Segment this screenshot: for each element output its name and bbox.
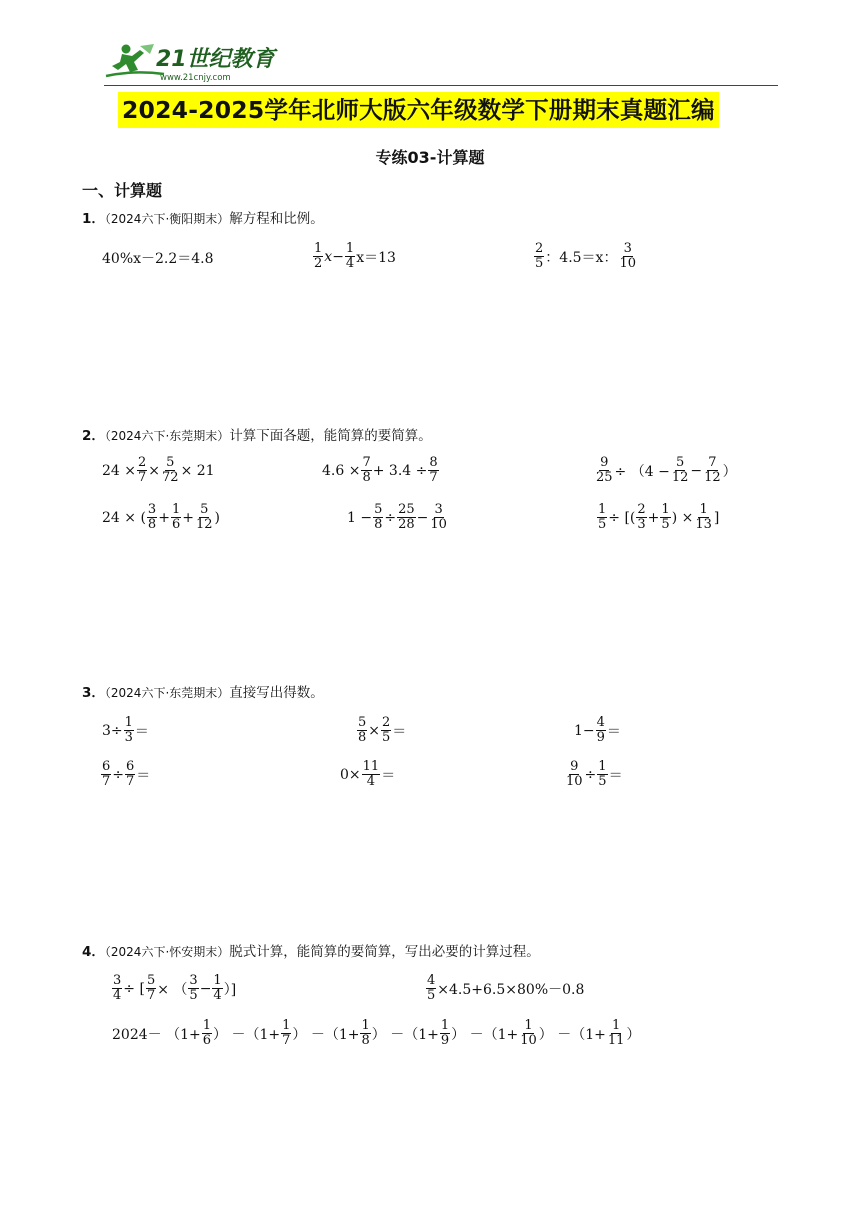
fraction <box>694 503 713 532</box>
fraction <box>313 242 323 271</box>
question-source: （2024六下·衡阳期末） <box>104 212 230 226</box>
expr-text: 1 − <box>347 509 373 526</box>
expr-text: ） －（1+ <box>371 1026 439 1043</box>
denominator: 8 <box>358 730 367 745</box>
fraction <box>202 1019 212 1048</box>
numerator: 2 <box>382 715 391 730</box>
fraction <box>381 716 391 745</box>
denominator: 5 <box>535 256 544 271</box>
q2-expr-2 <box>322 456 440 485</box>
fraction <box>534 242 544 271</box>
header-divider <box>104 85 778 86</box>
expr-text: + 3.4 ÷ <box>372 462 428 479</box>
numerator: 1 <box>213 973 222 988</box>
question-instruction: 解方程和比例。 <box>229 211 324 227</box>
denominator: 6 <box>202 1033 211 1048</box>
numerator: 9 <box>570 759 579 774</box>
fraction <box>146 974 156 1003</box>
expr-text: ÷ <box>384 509 397 526</box>
fraction <box>397 503 416 532</box>
question-number: 3． <box>82 685 105 701</box>
denominator: 5 <box>598 517 607 532</box>
expr-text: ＝ <box>136 767 151 784</box>
question-source: （2024六下·东莞期末） <box>104 429 230 443</box>
expr-text: × （ <box>157 981 188 998</box>
fraction <box>607 1019 626 1048</box>
expr-text: ）] <box>223 981 237 998</box>
q3-expr-1 <box>102 716 149 745</box>
fraction <box>660 503 670 532</box>
q3-expr-4 <box>100 760 150 789</box>
expr-text: ＝ <box>606 723 621 740</box>
denominator: 8 <box>147 517 157 532</box>
denominator: 10 <box>619 256 636 271</box>
q2-expr-6 <box>596 503 719 532</box>
fraction <box>212 974 222 1003</box>
fraction <box>188 974 198 1003</box>
numerator: 5 <box>166 455 175 470</box>
expr-text: ) <box>214 509 220 526</box>
question-number: 1． <box>82 211 105 227</box>
fraction <box>595 456 614 485</box>
fraction <box>345 242 355 271</box>
expr-text: ÷ [ <box>123 980 145 997</box>
fraction <box>426 974 436 1003</box>
expr-text: + <box>158 509 170 526</box>
numerator: 2 <box>138 455 147 470</box>
q2-expr-5 <box>347 503 449 532</box>
fraction <box>636 503 646 532</box>
denominator: 7 <box>102 774 111 789</box>
question-instruction: 直接写出得数。 <box>229 685 324 701</box>
denominator: 12 <box>671 470 689 485</box>
denominator: 7 <box>429 470 438 485</box>
document-title: 2024-2025学年北师大版六年级数学下册期末真题汇编 <box>118 92 719 128</box>
question-number: 4． <box>82 944 105 960</box>
denominator: 5 <box>598 774 607 789</box>
expr-text: 0× <box>340 766 361 783</box>
logo-text: 21世纪教育 <box>156 47 275 72</box>
denominator: 3 <box>637 517 646 532</box>
question-instruction: 脱式计算，能简算的要简算，写出必要的计算过程。 <box>229 944 540 960</box>
expr-text: ＝ <box>134 723 149 740</box>
fraction <box>597 503 607 532</box>
question-instruction: 计算下面各题，能简算的要简算。 <box>229 428 432 444</box>
denominator: 11 <box>607 1033 625 1048</box>
numerator: 6 <box>126 759 135 774</box>
numerator: 5 <box>675 455 685 470</box>
fraction <box>440 1019 450 1048</box>
expr-text: × <box>148 462 161 479</box>
denominator: 9 <box>440 1033 450 1048</box>
question-number: 2． <box>82 428 105 444</box>
expr-text: − <box>416 509 429 526</box>
numerator: 1 <box>440 1018 450 1033</box>
expr-text: ] <box>713 509 720 526</box>
denominator: 4 <box>366 774 376 789</box>
denominator: 28 <box>398 517 415 532</box>
fraction <box>565 760 584 789</box>
numerator: 4 <box>596 715 605 730</box>
expr-text: ÷ <box>112 766 125 783</box>
numerator: 5 <box>374 502 383 517</box>
fraction <box>373 503 383 532</box>
denominator: 12 <box>704 470 721 485</box>
fraction <box>597 760 607 789</box>
numerator: 5 <box>200 502 209 517</box>
expr-text: 24 × <box>102 462 136 479</box>
expr-text: ) × <box>671 509 694 526</box>
expr-text: ＝ <box>608 767 623 784</box>
denominator: 5 <box>661 517 670 532</box>
numerator: 8 <box>429 455 438 470</box>
numerator: 1 <box>124 715 133 730</box>
expr-text: ：4.5＝x： <box>545 249 618 266</box>
expr-text: ＝ <box>381 767 396 784</box>
q4-expr-3 <box>112 1019 640 1048</box>
expr-text: ） －（1+ <box>451 1026 519 1043</box>
fraction <box>357 716 367 745</box>
expr-text: − <box>690 462 703 479</box>
expr-text: x＝13 <box>356 249 396 266</box>
numerator: 1 <box>361 1018 370 1033</box>
expr-text: ） <box>722 463 737 480</box>
question-source: （2024六下·怀安期末） <box>104 945 230 959</box>
numerator: 7 <box>708 455 717 470</box>
denominator: 13 <box>695 517 712 532</box>
expr-text: 40%x－2.2＝4.8 <box>102 251 214 267</box>
denominator: 72 <box>162 470 179 485</box>
numerator: 5 <box>358 715 367 730</box>
fraction <box>618 242 637 271</box>
fraction <box>281 1019 291 1048</box>
fraction <box>125 760 135 789</box>
q1-expr-3 <box>533 242 638 271</box>
numerator: 1 <box>598 759 607 774</box>
document-subtitle: 专练03-计算题 <box>375 148 485 167</box>
q3-expr-3 <box>574 716 621 745</box>
numerator: 25 <box>398 502 415 517</box>
denominator: 7 <box>146 988 156 1003</box>
expr-text: − <box>332 248 344 265</box>
q4-expr-1 <box>111 974 236 1003</box>
q1-expr-2 <box>312 242 396 271</box>
expr-text: 1− <box>574 722 595 739</box>
denominator: 8 <box>362 470 371 485</box>
fraction <box>124 716 134 745</box>
expr-text: 3÷ <box>102 722 123 739</box>
numerator: 3 <box>623 241 632 256</box>
denominator: 25 <box>596 470 613 485</box>
numerator: 11 <box>362 759 380 774</box>
numerator: 5 <box>146 973 156 988</box>
denominator: 5 <box>189 988 198 1003</box>
numerator: 2 <box>535 241 544 256</box>
expr-text: x <box>324 248 333 265</box>
fraction <box>195 503 214 532</box>
fraction <box>137 456 147 485</box>
expr-text: ） <box>626 1026 641 1043</box>
denominator: 12 <box>195 517 213 532</box>
denominator: 2 <box>314 256 323 271</box>
expr-text: ×4.5+6.5×80%－0.8 <box>437 981 585 998</box>
denominator: 7 <box>126 774 135 789</box>
numerator: 1 <box>202 1018 211 1033</box>
denominator: 3 <box>124 730 133 745</box>
denominator: 4 <box>213 988 222 1003</box>
q2-expr-1 <box>102 456 215 485</box>
denominator: 4 <box>113 988 122 1003</box>
q1-expr-1 <box>102 248 214 268</box>
fraction <box>428 456 438 485</box>
numerator: 3 <box>113 973 122 988</box>
numerator: 1 <box>611 1018 621 1033</box>
denominator: 10 <box>430 517 447 532</box>
numerator: 1 <box>345 241 355 256</box>
question-1-header <box>82 207 324 227</box>
numerator: 6 <box>102 759 111 774</box>
denominator: 10 <box>566 774 583 789</box>
numerator: 2 <box>637 502 646 517</box>
numerator: 3 <box>189 973 198 988</box>
denominator: 5 <box>427 988 436 1003</box>
fraction <box>161 456 180 485</box>
expr-text: 4.6 × <box>322 462 361 479</box>
fraction <box>101 760 111 789</box>
fraction <box>429 503 448 532</box>
q3-expr-6 <box>564 760 623 789</box>
q2-expr-4 <box>102 503 220 532</box>
q4-expr-2 <box>425 974 584 1003</box>
expr-text: ） －（1+ <box>213 1026 281 1043</box>
numerator: 1 <box>524 1018 533 1033</box>
numerator: 3 <box>147 502 157 517</box>
denominator: 5 <box>382 730 391 745</box>
question-3-header <box>82 681 324 701</box>
denominator: 6 <box>171 517 181 532</box>
expr-text: ÷ <box>584 766 597 783</box>
expr-text: 2024－ （1+ <box>112 1026 201 1043</box>
fraction <box>361 456 371 485</box>
expr-text: ） －（1+ <box>292 1026 360 1043</box>
expr-text: ÷ （4 − <box>614 463 670 480</box>
expr-text: + <box>182 509 194 526</box>
numerator: 1 <box>699 502 708 517</box>
fraction <box>703 456 722 485</box>
numerator: 4 <box>427 973 436 988</box>
fraction <box>362 760 381 789</box>
numerator: 1 <box>314 241 323 256</box>
fraction <box>147 503 157 532</box>
section-heading: 一、计算题 <box>82 181 163 200</box>
fraction <box>596 716 606 745</box>
numerator: 1 <box>171 502 181 517</box>
fraction <box>171 503 181 532</box>
fraction <box>112 974 122 1003</box>
denominator: 10 <box>520 1033 537 1048</box>
denominator: 4 <box>345 256 355 271</box>
question-2-header <box>82 424 432 444</box>
fraction <box>360 1019 370 1048</box>
q3-expr-5 <box>340 760 395 789</box>
numerator: 1 <box>598 502 607 517</box>
denominator: 7 <box>282 1033 291 1048</box>
question-source: （2024六下·东莞期末） <box>104 686 230 700</box>
numerator: 9 <box>600 455 609 470</box>
fraction <box>671 456 690 485</box>
fraction <box>519 1019 538 1048</box>
expr-text: − <box>199 980 212 997</box>
expr-text: ＝ <box>392 723 407 740</box>
question-4-header <box>82 940 540 960</box>
numerator: 1 <box>282 1018 291 1033</box>
denominator: 8 <box>374 517 383 532</box>
expr-text: 24 × ( <box>102 509 146 526</box>
q3-expr-2 <box>356 716 406 745</box>
numerator: 3 <box>434 502 443 517</box>
denominator: 8 <box>361 1033 370 1048</box>
expr-text: ） －（1+ <box>538 1026 606 1043</box>
expr-text: × 21 <box>180 462 215 479</box>
denominator: 9 <box>596 730 605 745</box>
logo-url: www.21cnjy.com <box>160 73 231 83</box>
expr-text: + <box>647 509 660 526</box>
numerator: 7 <box>362 455 371 470</box>
denominator: 7 <box>138 470 147 485</box>
site-logo <box>104 40 284 86</box>
q2-expr-3 <box>594 456 737 485</box>
expr-text: × <box>368 722 381 739</box>
expr-text: ÷ [( <box>608 509 636 526</box>
numerator: 1 <box>661 502 670 517</box>
